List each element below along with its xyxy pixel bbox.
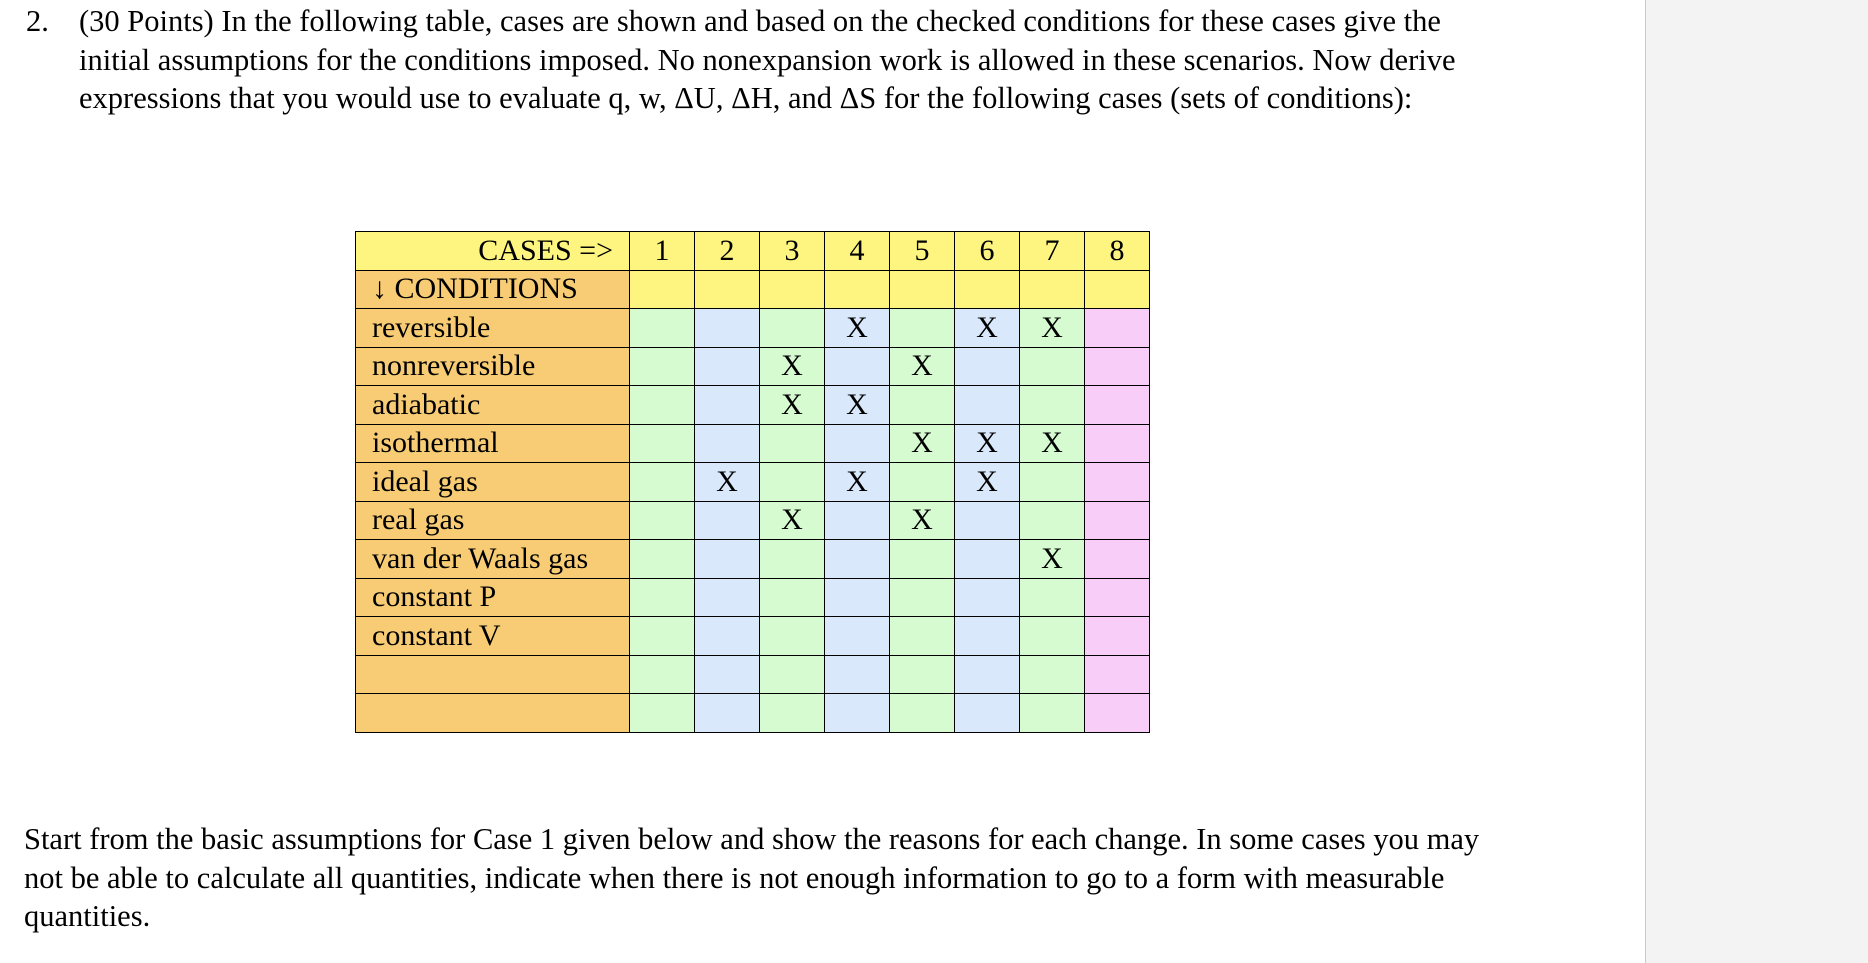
condition-mark-cell (825, 501, 890, 540)
condition-mark-cell (1020, 347, 1085, 386)
condition-label: nonreversible (356, 347, 630, 386)
question-text: (30 Points) In the following table, cases are shown and based on the checked conditions for these cases give the initial assumptions for the conditions imposed. No nonexpansion work is allowed in these scenarios. Now derive expressions that you would use to evaluate q, w, ΔU, ΔH, and ΔS for the following cases (sets of conditions): (79, 4, 1456, 115)
condition-mark-cell (760, 309, 825, 348)
condition-mark-cell (1085, 655, 1150, 694)
condition-mark-cell (955, 578, 1020, 617)
header-blank-cell (630, 270, 695, 309)
condition-mark-cell (630, 463, 695, 502)
condition-mark-cell (1020, 694, 1085, 733)
condition-mark-cell (695, 578, 760, 617)
condition-mark-cell (1085, 309, 1150, 348)
condition-label: constant V (356, 617, 630, 656)
condition-mark-cell (1020, 386, 1085, 425)
condition-mark-cell: X (825, 309, 890, 348)
condition-mark-cell (890, 617, 955, 656)
condition-mark-cell (630, 578, 695, 617)
condition-mark-cell (760, 578, 825, 617)
condition-mark-cell (1085, 578, 1150, 617)
condition-mark-cell (760, 655, 825, 694)
condition-mark-cell (890, 463, 955, 502)
case-header-2: 2 (695, 232, 760, 271)
condition-mark-cell (695, 386, 760, 425)
condition-mark-cell: X (760, 386, 825, 425)
condition-mark-cell (890, 386, 955, 425)
condition-mark-cell (825, 694, 890, 733)
condition-mark-cell: X (695, 463, 760, 502)
condition-mark-cell (1085, 694, 1150, 733)
condition-mark-cell (1085, 347, 1150, 386)
condition-mark-cell (630, 540, 695, 579)
condition-label: adiabatic (356, 386, 630, 425)
condition-mark-cell: X (1020, 309, 1085, 348)
header-blank-cell (890, 270, 955, 309)
condition-mark-cell (695, 655, 760, 694)
condition-mark-cell (630, 386, 695, 425)
condition-mark-cell (760, 424, 825, 463)
case-header-5: 5 (890, 232, 955, 271)
condition-mark-cell (760, 694, 825, 733)
condition-label: ideal gas (356, 463, 630, 502)
condition-mark-cell (695, 617, 760, 656)
condition-row (356, 578, 1150, 617)
condition-mark-cell (695, 309, 760, 348)
condition-mark-cell (760, 463, 825, 502)
condition-mark-cell (1020, 463, 1085, 502)
case-header-8: 8 (1085, 232, 1150, 271)
condition-mark-cell (695, 347, 760, 386)
instructions-paragraph: Start from the basic assumptions for Case 1 given below and show the reasons for each change. In some cases you may not be able to calculate all quantities, indicate when there is not enough information to go to a form with measurable quantities. (24, 822, 1480, 933)
condition-mark-cell (890, 655, 955, 694)
condition-mark-cell (1085, 540, 1150, 579)
condition-mark-cell (1020, 617, 1085, 656)
condition-row (356, 617, 1150, 656)
condition-mark-cell: X (955, 309, 1020, 348)
condition-mark-cell (955, 347, 1020, 386)
condition-mark-cell (1085, 501, 1150, 540)
question-2 (26, 2, 1496, 118)
condition-mark-cell (825, 655, 890, 694)
condition-mark-cell (825, 347, 890, 386)
header-blank-cell (955, 270, 1020, 309)
condition-mark-cell (825, 578, 890, 617)
condition-label: van der Waals gas (356, 540, 630, 579)
condition-label: real gas (356, 501, 630, 540)
condition-mark-cell (955, 386, 1020, 425)
condition-mark-cell (630, 309, 695, 348)
question-number: 2. (26, 4, 49, 38)
condition-mark-cell (1020, 501, 1085, 540)
case-header-1: 1 (630, 232, 695, 271)
condition-mark-cell (695, 424, 760, 463)
condition-mark-cell (630, 347, 695, 386)
condition-row (356, 386, 1150, 425)
condition-mark-cell (1085, 386, 1150, 425)
condition-mark-cell: X (760, 347, 825, 386)
cases-conditions-table (355, 231, 1150, 733)
condition-label (356, 694, 630, 733)
condition-mark-cell (890, 694, 955, 733)
conditions-header-row (356, 270, 1150, 309)
condition-mark-cell (955, 694, 1020, 733)
condition-mark-cell: X (760, 501, 825, 540)
condition-row (356, 694, 1150, 733)
condition-mark-cell: X (890, 424, 955, 463)
condition-mark-cell (955, 655, 1020, 694)
condition-row (356, 655, 1150, 694)
condition-row (356, 501, 1150, 540)
condition-label: constant P (356, 578, 630, 617)
condition-mark-cell (1020, 655, 1085, 694)
condition-mark-cell (955, 540, 1020, 579)
condition-mark-cell: X (890, 347, 955, 386)
case-header-7: 7 (1020, 232, 1085, 271)
condition-row (356, 424, 1150, 463)
condition-mark-cell (825, 424, 890, 463)
condition-row (356, 309, 1150, 348)
condition-mark-cell (630, 501, 695, 540)
condition-mark-cell: X (1020, 424, 1085, 463)
case-header-6: 6 (955, 232, 1020, 271)
table-header-row (356, 232, 1150, 271)
condition-label (356, 655, 630, 694)
condition-mark-cell (630, 424, 695, 463)
header-blank-cell (1020, 270, 1085, 309)
condition-label: reversible (356, 309, 630, 348)
case-header-4: 4 (825, 232, 890, 271)
condition-mark-cell (630, 655, 695, 694)
header-blank-cell (825, 270, 890, 309)
condition-mark-cell (890, 309, 955, 348)
condition-mark-cell: X (955, 463, 1020, 502)
condition-mark-cell (1020, 578, 1085, 617)
condition-mark-cell: X (955, 424, 1020, 463)
cases-header-label: CASES => (356, 232, 630, 271)
condition-mark-cell (630, 694, 695, 733)
condition-mark-cell (955, 501, 1020, 540)
condition-mark-cell (955, 617, 1020, 656)
condition-mark-cell (890, 540, 955, 579)
condition-mark-cell (1085, 424, 1150, 463)
header-blank-cell (695, 270, 760, 309)
condition-mark-cell (630, 617, 695, 656)
condition-label: isothermal (356, 424, 630, 463)
condition-row (356, 540, 1150, 579)
condition-mark-cell (760, 540, 825, 579)
condition-mark-cell (825, 617, 890, 656)
case-header-3: 3 (760, 232, 825, 271)
condition-mark-cell: X (825, 386, 890, 425)
conditions-header-label: ↓ CONDITIONS (356, 270, 630, 309)
condition-mark-cell (695, 694, 760, 733)
condition-mark-cell: X (1020, 540, 1085, 579)
condition-mark-cell (890, 578, 955, 617)
condition-mark-cell: X (890, 501, 955, 540)
header-blank-cell (760, 270, 825, 309)
condition-row (356, 347, 1150, 386)
condition-mark-cell (760, 617, 825, 656)
condition-row (356, 463, 1150, 502)
condition-mark-cell (695, 501, 760, 540)
condition-mark-cell: X (825, 463, 890, 502)
header-blank-cell (1085, 270, 1150, 309)
condition-mark-cell (695, 540, 760, 579)
condition-mark-cell (825, 540, 890, 579)
condition-mark-cell (1085, 463, 1150, 502)
condition-mark-cell (1085, 617, 1150, 656)
side-panel (1645, 0, 1868, 963)
